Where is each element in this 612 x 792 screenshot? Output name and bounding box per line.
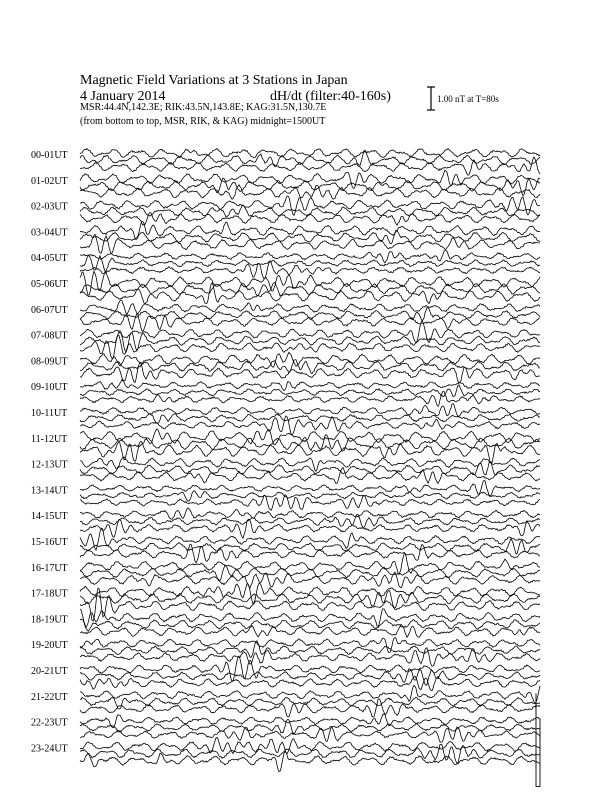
- row-label-08-09UT: 08-09UT: [31, 356, 68, 368]
- trace-04-05UT-RIK: [80, 255, 540, 271]
- trace-02-03UT-KAG: [80, 196, 540, 215]
- row-label-06-07UT: 06-07UT: [31, 304, 68, 316]
- row-label-23-24UT: 23-24UT: [31, 743, 68, 755]
- trace-02-03UT-MSR: [80, 213, 540, 226]
- trace-16-17UT-MSR: [80, 572, 540, 588]
- row-label-20-21UT: 20-21UT: [31, 666, 68, 677]
- row-label-14-15UT: 14-15UT: [31, 511, 68, 523]
- trace-20-21UT-MSR: [80, 676, 540, 690]
- trace-07-08UT-RIK: [80, 331, 540, 352]
- trace-11-12UT-KAG: [80, 429, 540, 445]
- trace-21-22UT-KAG: [80, 685, 540, 703]
- scale-bar: [427, 87, 435, 110]
- trace-15-16UT-RIK: [80, 539, 540, 554]
- trace-14-15UT-RIK: [80, 514, 540, 527]
- row-label-09-10UT: 09-10UT: [31, 382, 68, 394]
- trace-01-02UT-MSR: [80, 185, 540, 199]
- row-label-11-12UT: 11-12UT: [31, 433, 68, 445]
- row-label-17-18UT: 17-18UT: [31, 588, 68, 600]
- row-label-16-17UT: 16-17UT: [31, 562, 68, 574]
- row-label-03-04UT: 03-04UT: [31, 227, 68, 239]
- row-label-00-01UT: 00-01UT: [31, 150, 68, 161]
- trace-23-24UT-MSR: [80, 752, 540, 772]
- trace-10-11UT-KAG: [80, 403, 540, 416]
- trace-12-13UT-KAG: [80, 457, 540, 471]
- end-of-day-spike: [536, 693, 540, 786]
- trace-22-23UT-RIK: [80, 719, 540, 734]
- chart-date: 4 January 2014: [80, 89, 166, 104]
- trace-05-06UT-MSR: [80, 283, 540, 304]
- trace-21-22UT-RIK: [80, 697, 540, 709]
- chart-title: Magnetic Field Variations at 3 Stations in Japan: [80, 73, 348, 88]
- row-label-02-03UT: 02-03UT: [31, 201, 68, 213]
- trace-07-08UT-MSR: [80, 335, 540, 359]
- chart-quantity: dH/dt (filter:40-160s): [270, 89, 391, 104]
- trace-05-06UT-RIK: [80, 282, 540, 295]
- trace-10-11UT-MSR: [80, 416, 540, 435]
- trace-04-05UT-KAG: [80, 250, 540, 262]
- trace-14-15UT-MSR: [80, 519, 540, 538]
- row-label-21-22UT: 21-22UT: [31, 691, 68, 703]
- trace-07-08UT-KAG: [80, 321, 540, 343]
- trace-00-01UT-RIK: [80, 150, 540, 167]
- trace-22-23UT-MSR: [80, 727, 540, 742]
- row-label-22-23UT: 22-23UT: [31, 717, 68, 729]
- row-label-05-06UT: 05-06UT: [31, 279, 68, 290]
- row-label-18-19UT: 18-19UT: [31, 614, 68, 626]
- row-label-19-20UT: 19-20UT: [31, 640, 68, 652]
- scale-bar-label: 1.00 nT at T=80s: [437, 94, 499, 104]
- trace-09-10UT-KAG: [80, 380, 540, 391]
- row-label-12-13UT: 12-13UT: [31, 459, 68, 471]
- row-label-15-16UT: 15-16UT: [31, 537, 68, 548]
- trace-23-24UT-KAG: [80, 737, 540, 753]
- station-coordinates: MSR:44.4N,142.3E; RIK:43.5N,143.8E; KAG:31.5N,130.7E: [80, 102, 327, 113]
- station-order-note: (from bottom to top, MSR, RIK, & KAG) midnight=1500UT: [80, 116, 326, 127]
- trace-03-04UT-RIK: [80, 230, 540, 244]
- row-label-10-11UT: 10-11UT: [31, 408, 68, 419]
- trace-02-03UT-RIK: [80, 205, 540, 217]
- trace-18-19UT-KAG: [80, 609, 540, 628]
- row-label-01-02UT: 01-02UT: [31, 175, 68, 187]
- row-label-07-08UT: 07-08UT: [31, 330, 68, 342]
- trace-12-13UT-RIK: [80, 462, 540, 475]
- row-label-04-05UT: 04-05UT: [31, 253, 68, 265]
- trace-06-07UT-KAG: [80, 300, 540, 315]
- trace-12-13UT-MSR: [80, 467, 540, 483]
- row-label-13-14UT: 13-14UT: [31, 485, 68, 497]
